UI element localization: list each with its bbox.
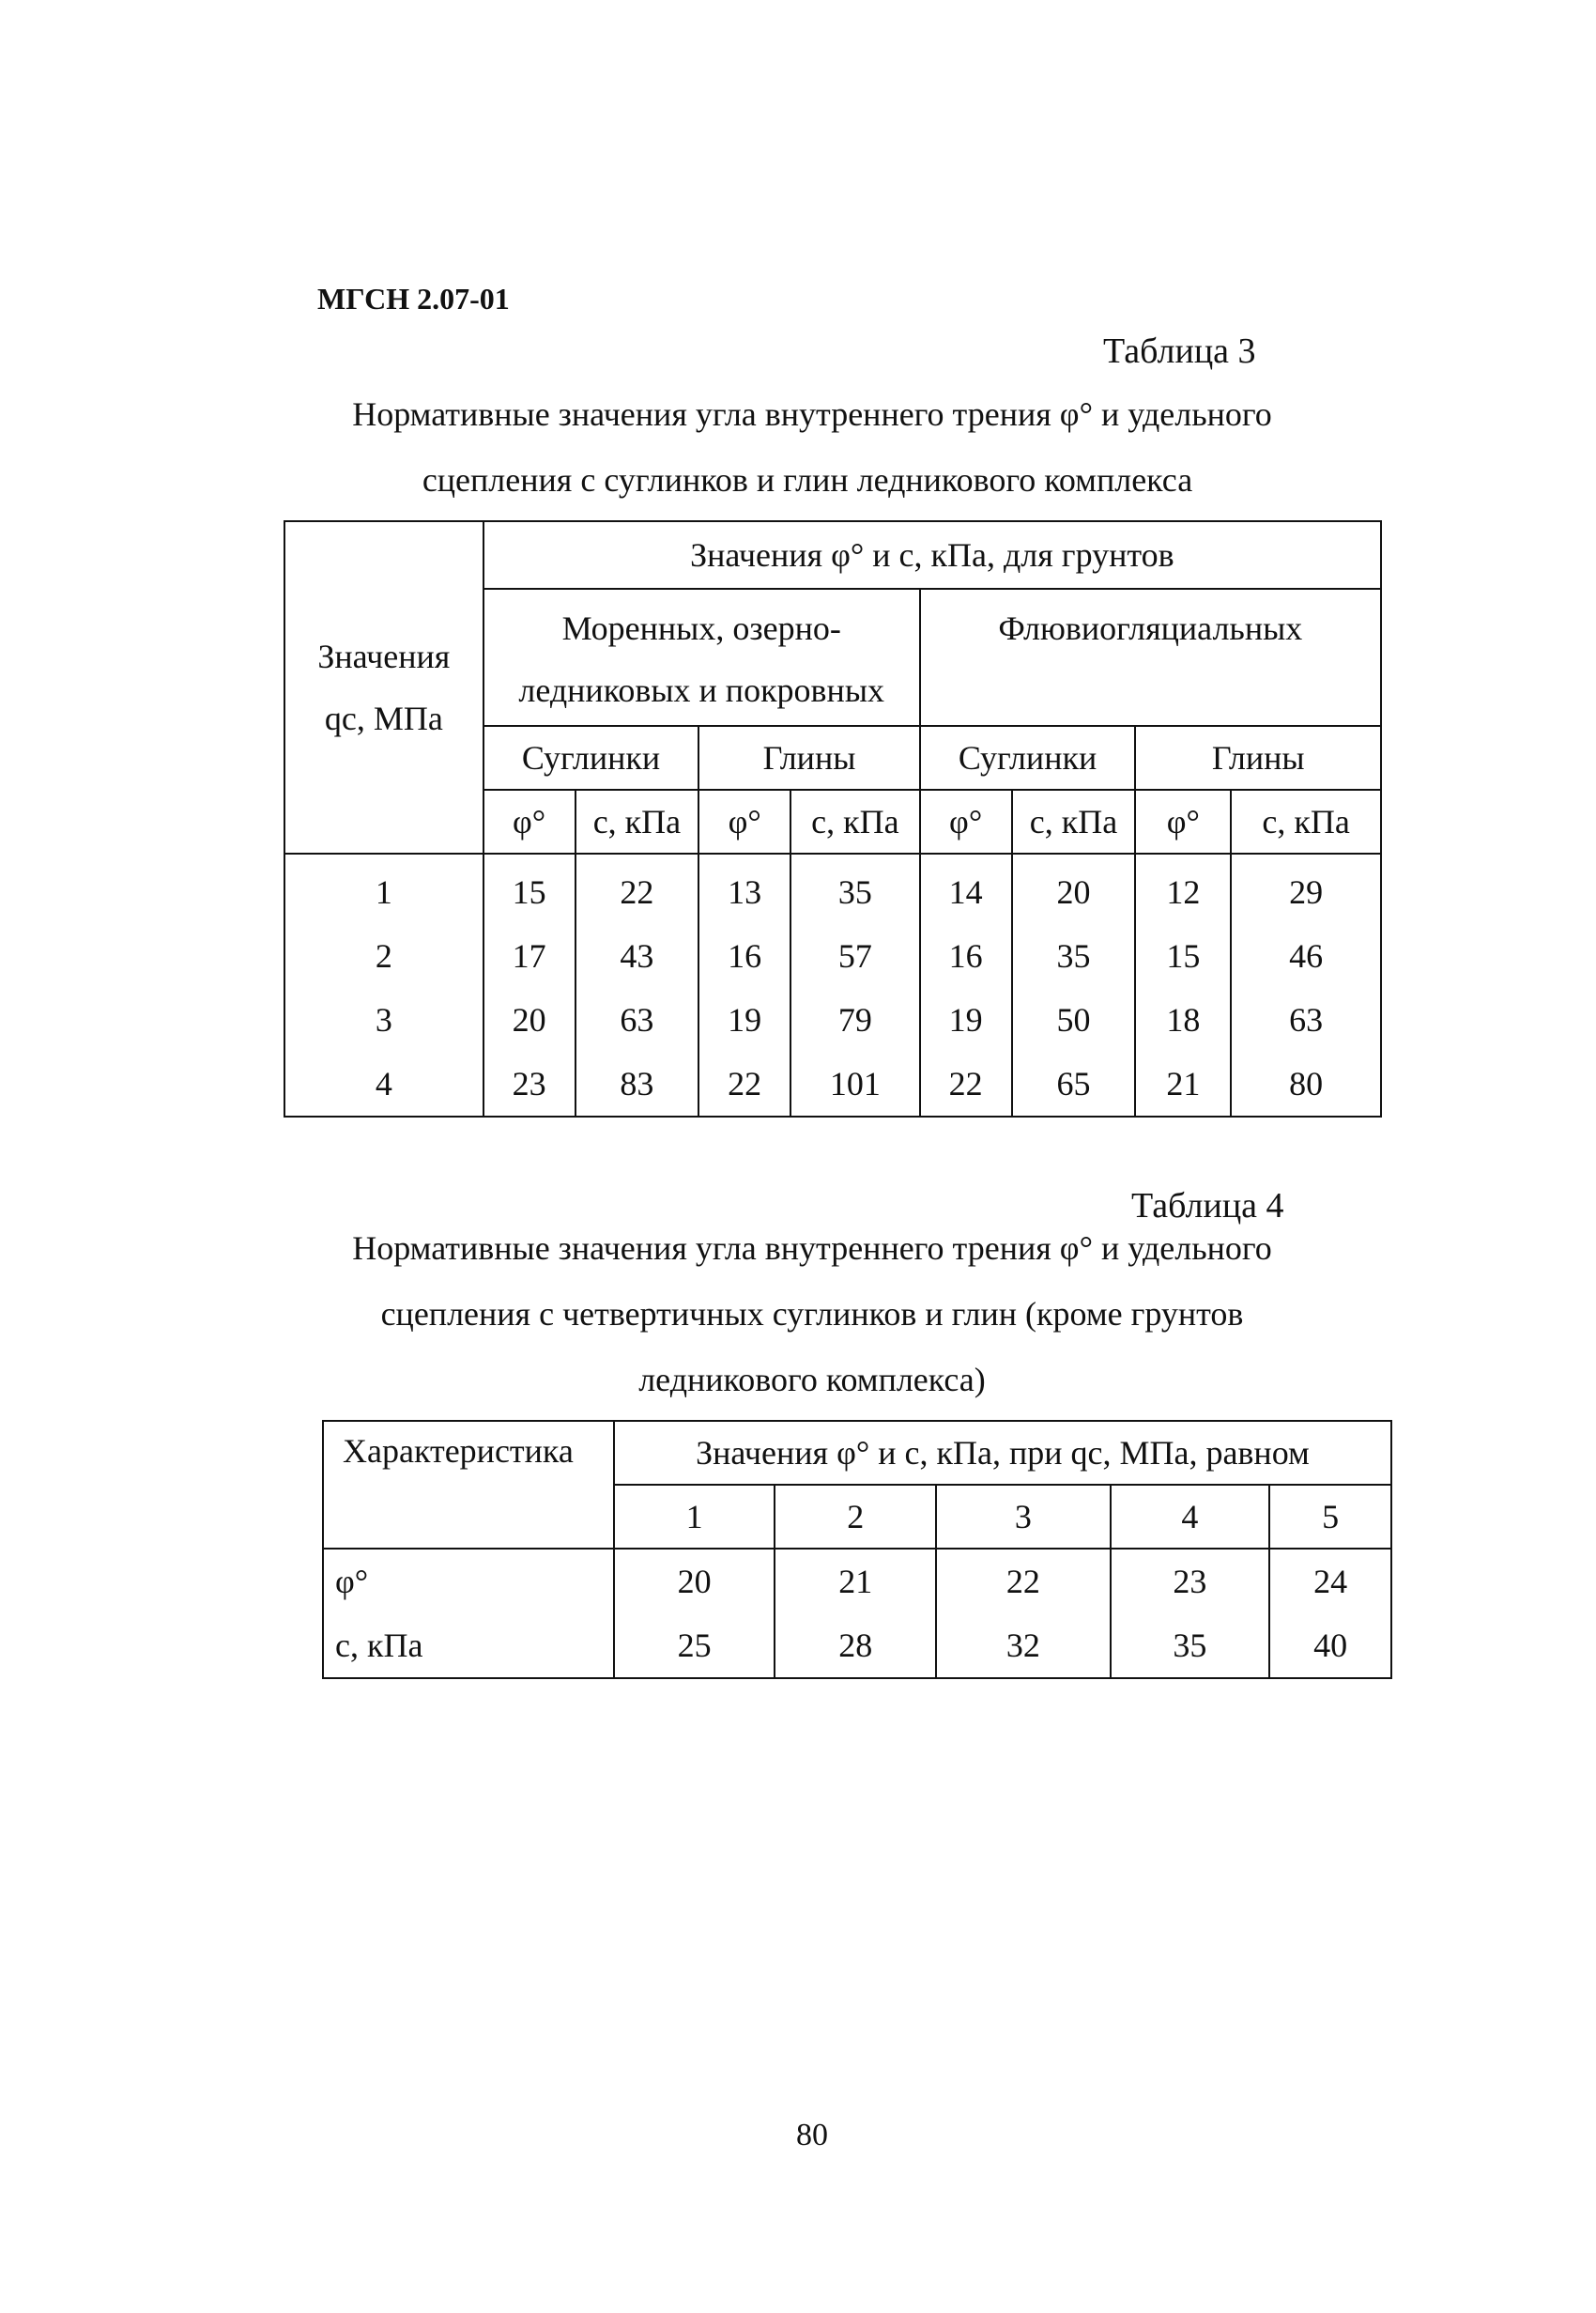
table-cell: 57	[790, 924, 920, 988]
param-header: φ°	[1135, 790, 1231, 854]
table3-label: Таблица 3	[1103, 332, 1256, 371]
qc-header-line2: qc, МПа	[324, 700, 443, 737]
table-row	[284, 854, 1381, 924]
param-header: c, кПа	[575, 790, 699, 854]
table-cell: 1	[284, 854, 483, 924]
table-cell: 19	[920, 988, 1012, 1052]
table-row	[284, 924, 1381, 988]
param-header: φ°	[698, 790, 790, 854]
table-cell: 80	[1231, 1052, 1381, 1117]
table-cell: 20	[1012, 854, 1136, 924]
qc-header-line1: Значения	[317, 638, 451, 675]
soil-type-header: Суглинки	[920, 726, 1136, 790]
table4-title-line1: Нормативные значения угла внутреннего трения φ° и удельного	[352, 1229, 1272, 1267]
qc-value-header: 5	[1269, 1485, 1391, 1549]
table-row	[323, 1549, 1391, 1613]
table-row	[323, 1613, 1391, 1678]
table-cell: 20	[614, 1549, 775, 1613]
table3-title-line1: Нормативные значения угла внутреннего трения φ° и удельного	[352, 395, 1272, 433]
table-cell: 40	[1269, 1613, 1391, 1678]
table-cell: 21	[775, 1549, 936, 1613]
table-cell: 65	[1012, 1052, 1136, 1117]
table-cell: 24	[1269, 1549, 1391, 1613]
table-cell: 20	[483, 988, 575, 1052]
table-cell: 101	[790, 1052, 920, 1117]
table-cell: 50	[1012, 988, 1136, 1052]
table-cell: 13	[698, 854, 790, 924]
param-header: c, кПа	[1231, 790, 1381, 854]
soil-group-fluvioglacial: Флювиогляциальных	[920, 589, 1381, 726]
table-cell: 32	[936, 1613, 1111, 1678]
table4-title-line2: сцепления с четвертичных суглинков и глин (кроме грунтов	[380, 1295, 1244, 1333]
table-cell: 2	[284, 924, 483, 988]
table-cell: 4	[284, 1052, 483, 1117]
table-cell: 29	[1231, 854, 1381, 924]
table-cell: 18	[1135, 988, 1231, 1052]
table-cell: 35	[1111, 1613, 1270, 1678]
soil-type-header: Глины	[1135, 726, 1381, 790]
table-cell: 63	[1231, 988, 1381, 1052]
table3	[284, 520, 1382, 1118]
document-code: МГСН 2.07-01	[317, 282, 510, 316]
table-cell: 21	[1135, 1052, 1231, 1117]
table-cell: 16	[698, 924, 790, 988]
table-cell: 22	[936, 1549, 1111, 1613]
table4	[322, 1420, 1392, 1679]
table4-title-line3: ледникового комплекса)	[638, 1361, 986, 1398]
qc-value-header: 4	[1111, 1485, 1270, 1549]
table-cell: 28	[775, 1613, 936, 1678]
table3-title-line2: сцепления с суглинков и глин ледникового комплекса	[422, 461, 1193, 499]
param-header: φ°	[920, 790, 1012, 854]
table-cell: 23	[483, 1052, 575, 1117]
table-cell: 22	[698, 1052, 790, 1117]
param-header: c, кПа	[790, 790, 920, 854]
table-cell: 14	[920, 854, 1012, 924]
row-label: φ°	[323, 1549, 614, 1613]
table4-label: Таблица 4	[1131, 1186, 1284, 1226]
qc-value-header: 2	[775, 1485, 936, 1549]
param-header: c, кПа	[1012, 790, 1136, 854]
table-cell: 15	[483, 854, 575, 924]
page-number: 80	[796, 2118, 828, 2152]
table-cell: 22	[920, 1052, 1012, 1117]
table-cell: 3	[284, 988, 483, 1052]
soil-type-header: Глины	[698, 726, 919, 790]
values-header: Значения φ° и c, кПа, при qc, МПа, равном	[614, 1421, 1391, 1485]
table-cell: 35	[1012, 924, 1136, 988]
param-header: φ°	[483, 790, 575, 854]
table-cell: 12	[1135, 854, 1231, 924]
table-cell: 17	[483, 924, 575, 988]
table-row	[284, 1052, 1381, 1117]
soil-type-header: Суглинки	[483, 726, 699, 790]
table-cell: 35	[790, 854, 920, 924]
table-row	[284, 988, 1381, 1052]
characteristic-header: Характеристика	[323, 1421, 614, 1549]
table-cell: 15	[1135, 924, 1231, 988]
soil-group-moraine: Моренных, озерно-ледниковых и покровных	[483, 589, 920, 726]
table-cell: 22	[575, 854, 699, 924]
table-cell: 25	[614, 1613, 775, 1678]
table-cell: 23	[1111, 1549, 1270, 1613]
table-cell: 16	[920, 924, 1012, 988]
qc-header	[284, 521, 483, 854]
table-cell: 46	[1231, 924, 1381, 988]
table-cell: 19	[698, 988, 790, 1052]
table-cell: 79	[790, 988, 920, 1052]
qc-value-header: 3	[936, 1485, 1111, 1549]
qc-value-header: 1	[614, 1485, 775, 1549]
group-header: Значения φ° и c, кПа, для грунтов	[483, 521, 1381, 589]
table-cell: 83	[575, 1052, 699, 1117]
row-label: c, кПа	[323, 1613, 614, 1678]
table-cell: 63	[575, 988, 699, 1052]
table-cell: 43	[575, 924, 699, 988]
